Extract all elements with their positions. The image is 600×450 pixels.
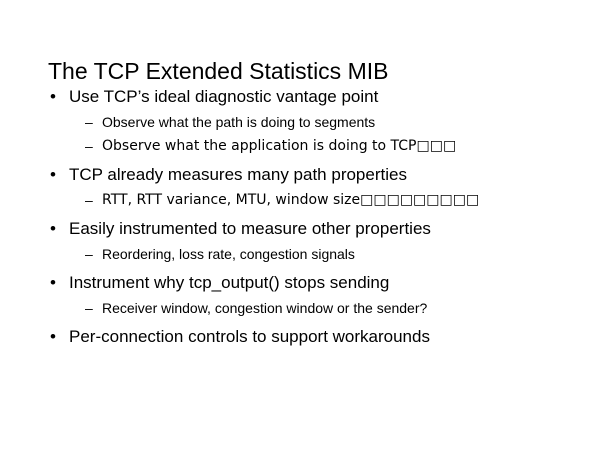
list-item [42, 164, 572, 186]
slide-body-list [42, 86, 572, 348]
bullet-marker-icon: • [50, 219, 56, 238]
list-item [42, 245, 572, 264]
dash-marker-icon: – [85, 192, 93, 208]
page-title: The TCP Extended Statistics MIB [48, 58, 389, 85]
list-item-label: Receiver window, congestion window or the sender? [102, 300, 428, 316]
list-item [42, 299, 572, 318]
list-item-label: Instrument why tcp_output() stops sending [69, 273, 390, 292]
list-item [42, 218, 572, 240]
list-item-label: Per-connection controls to support workarounds [69, 327, 430, 346]
list-item-label: Reordering, loss rate, congestion signals [102, 246, 355, 262]
list-item-label: Observe what the path is doing to segments [102, 114, 376, 130]
dash-marker-icon: – [85, 114, 93, 130]
list-item [42, 191, 572, 210]
list-item-label: Use TCP’s ideal diagnostic vantage point [69, 87, 379, 106]
bullet-marker-icon: • [50, 165, 56, 184]
list-item-label: Observe what the application is doing to TCP□□□ [102, 138, 457, 154]
list-item [42, 326, 572, 348]
dash-marker-icon: – [85, 300, 93, 316]
list-item-label: Easily instrumented to measure other properties [69, 219, 431, 238]
bullet-marker-icon: • [50, 87, 56, 106]
list-item [42, 272, 572, 294]
bullet-marker-icon: • [50, 273, 56, 292]
bullet-marker-icon: • [50, 327, 56, 346]
list-item [42, 86, 572, 108]
list-item [42, 137, 572, 156]
dash-marker-icon: – [85, 138, 93, 154]
list-item [42, 113, 572, 132]
dash-marker-icon: – [85, 246, 93, 262]
list-item-label: RTT, RTT variance, MTU, window size□□□□□□□□□ [102, 192, 480, 208]
list-item-label: TCP already measures many path properties [69, 165, 407, 184]
